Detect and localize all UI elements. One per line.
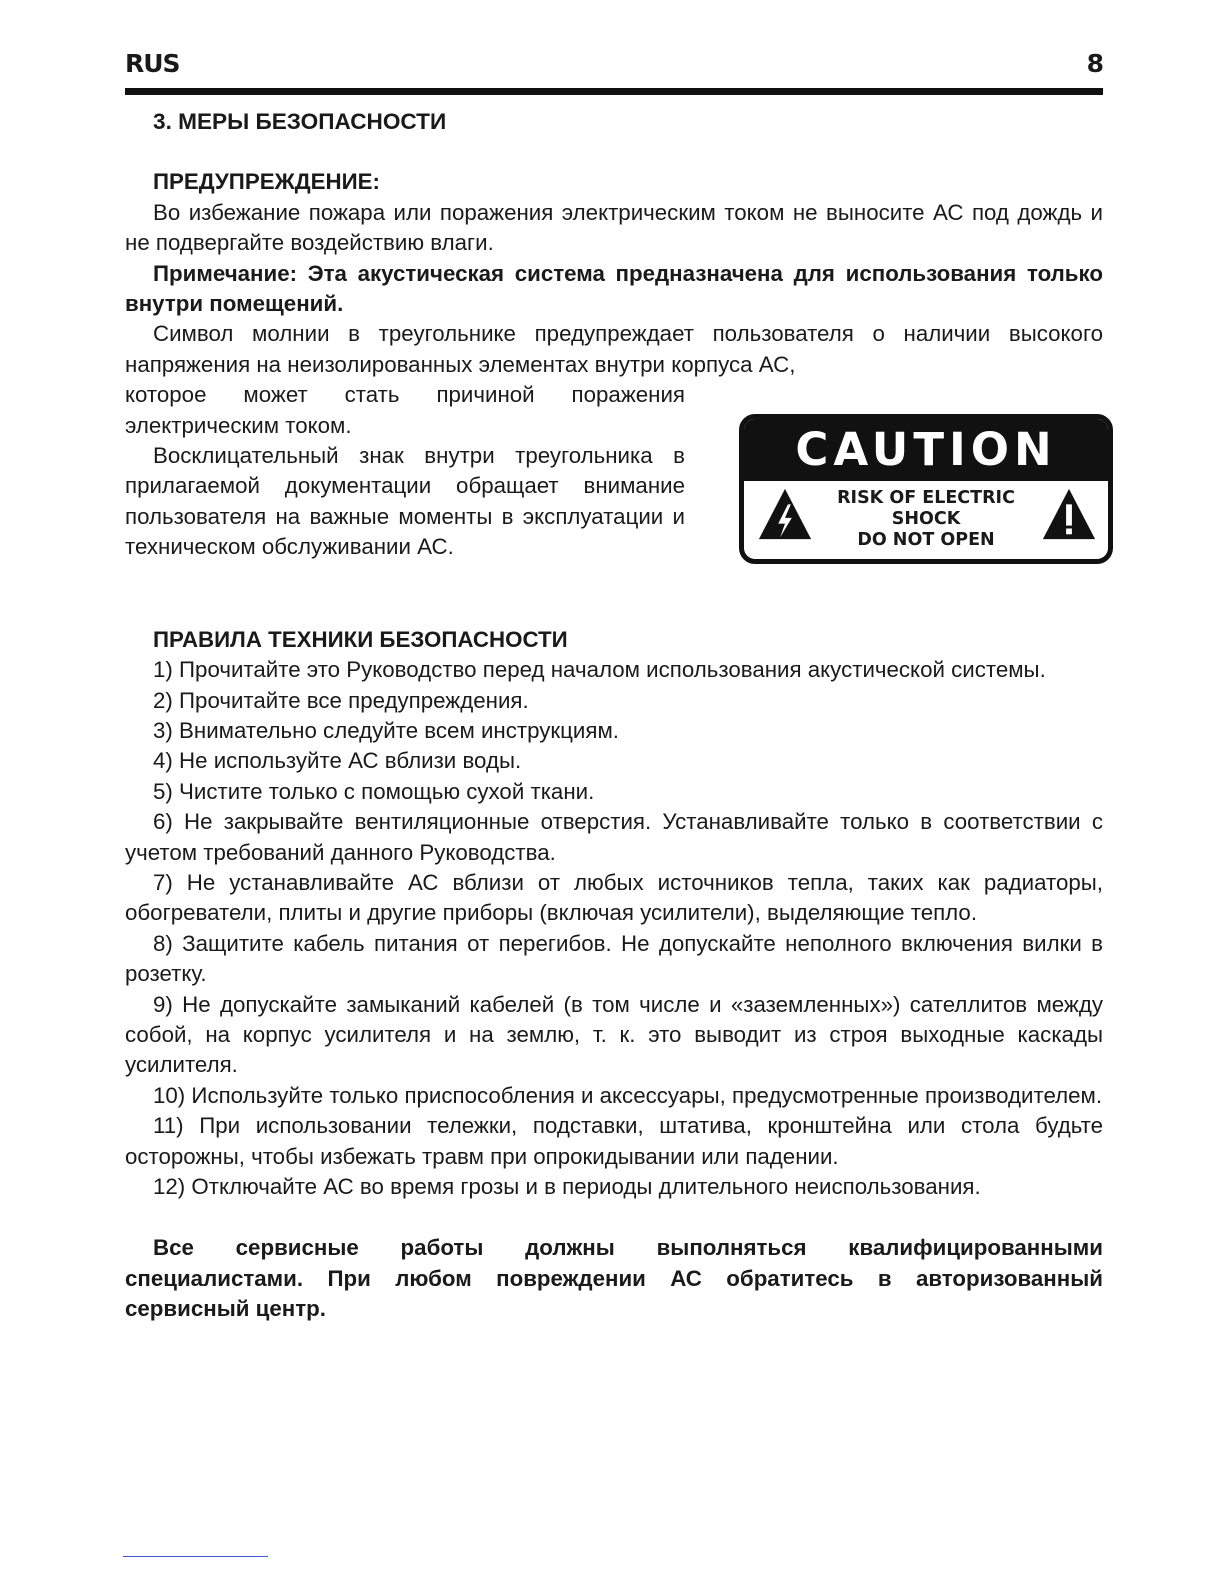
rule-item: 4) Не используйте АС вблизи воды.: [153, 748, 522, 774]
page-header: [125, 48, 1103, 78]
lightning-text-rest: которое может стать причиной поражения электрическим током.: [125, 382, 685, 438]
rule-item: 12) Отключайте АС во время грозы и в периоды длительного неиспользования.: [153, 1174, 981, 1199]
rule-item: 1) Прочитайте это Руководство перед началом использования акустической системы.: [153, 657, 1046, 683]
service-note: Все сервисные работы должны выполняться квалифицированными специалистами. При любом повреждении АС обратитесь в авторизованный сервисный центр.: [125, 1235, 1103, 1322]
warning-text: Во избежание пожара или поражения электрическим током не выносите АС под дождь и не подвергайте воздействию влаги.: [125, 199, 1103, 256]
rule-item: 9) Не допускайте замыканий кабелей (в том числе и «заземленных») сателлитов между собой, на корпус усилителя и на землю, т. к. это выводит из строя выходные каскады усилителя.: [125, 991, 1103, 1078]
caution-label: [739, 414, 1113, 564]
caution-text: [814, 488, 1038, 551]
exclamation-text: Восклицательный знак внутри треугольника в прилагаемой документации обращает внимание пользователя на важные моменты в эксплуатации и техническом обслуживании АС.: [125, 443, 685, 560]
safety-rules-title: ПРАВИЛА ТЕХНИКИ БЕЗОПАСНОСТИ: [153, 626, 568, 652]
language-label: RUS: [125, 49, 180, 78]
caution-line-1: RISK OF ELECTRIC: [837, 488, 1015, 509]
caution-section: [125, 380, 1103, 562]
note-text: Примечание: Эта акустическая система предназначена для использования только внутри помещений.: [125, 260, 1103, 317]
rule-item: 5) Чистите только с помощью сухой ткани.: [153, 778, 595, 804]
rule-item: 3) Внимательно следуйте всем инструкциям.: [153, 717, 619, 743]
caution-line-2: SHOCK: [891, 509, 961, 530]
lightning-text: Символ молнии в треугольнике предупреждает пользователя о наличии высокого напряжения на неизолированных элементах внутри корпуса АС,: [125, 321, 1103, 377]
lightning-warning-icon: [756, 485, 814, 543]
rule-item: 2) Прочитайте все предупреждения.: [153, 687, 529, 713]
rule-item: 10) Используйте только приспособления и аксессуары, предусмотренные производителем.: [153, 1082, 1103, 1108]
rule-item: 8) Защитите кабель питания от перегибов. Не допускайте неполного включения вилки в розетку.: [125, 930, 1103, 987]
section-title: 3. МЕРЫ БЕЗОПАСНОСТИ: [153, 109, 447, 134]
rule-item: 11) При использовании тележки, подставки, штатива, кронштейна или стола будьте осторожны, чтобы избежать травм при опрокидывании или падении.: [125, 1113, 1103, 1169]
caution-line-3: DO NOT OPEN: [857, 530, 995, 551]
warning-heading: ПРЕДУПРЕЖДЕНИЕ:: [153, 169, 380, 195]
bottom-link-line: [123, 1556, 268, 1557]
rule-item: 6) Не закрывайте вентиляционные отверстия. Устанавливайте только в соответствии с учетом требований данного Руководства.: [125, 809, 1103, 865]
rule-item: 7) Не устанавливайте АС вблизи от любых источников тепла, таких как радиаторы, обогреватели, плиты и другие приборы (включая усилители), выделяющие тепло.: [125, 869, 1103, 926]
header-rule: [125, 88, 1103, 95]
page-number: 8: [1086, 49, 1103, 78]
page-content: [125, 105, 1103, 1325]
exclamation-warning-icon: [1040, 485, 1098, 543]
caution-title: CAUTION: [744, 419, 1108, 481]
